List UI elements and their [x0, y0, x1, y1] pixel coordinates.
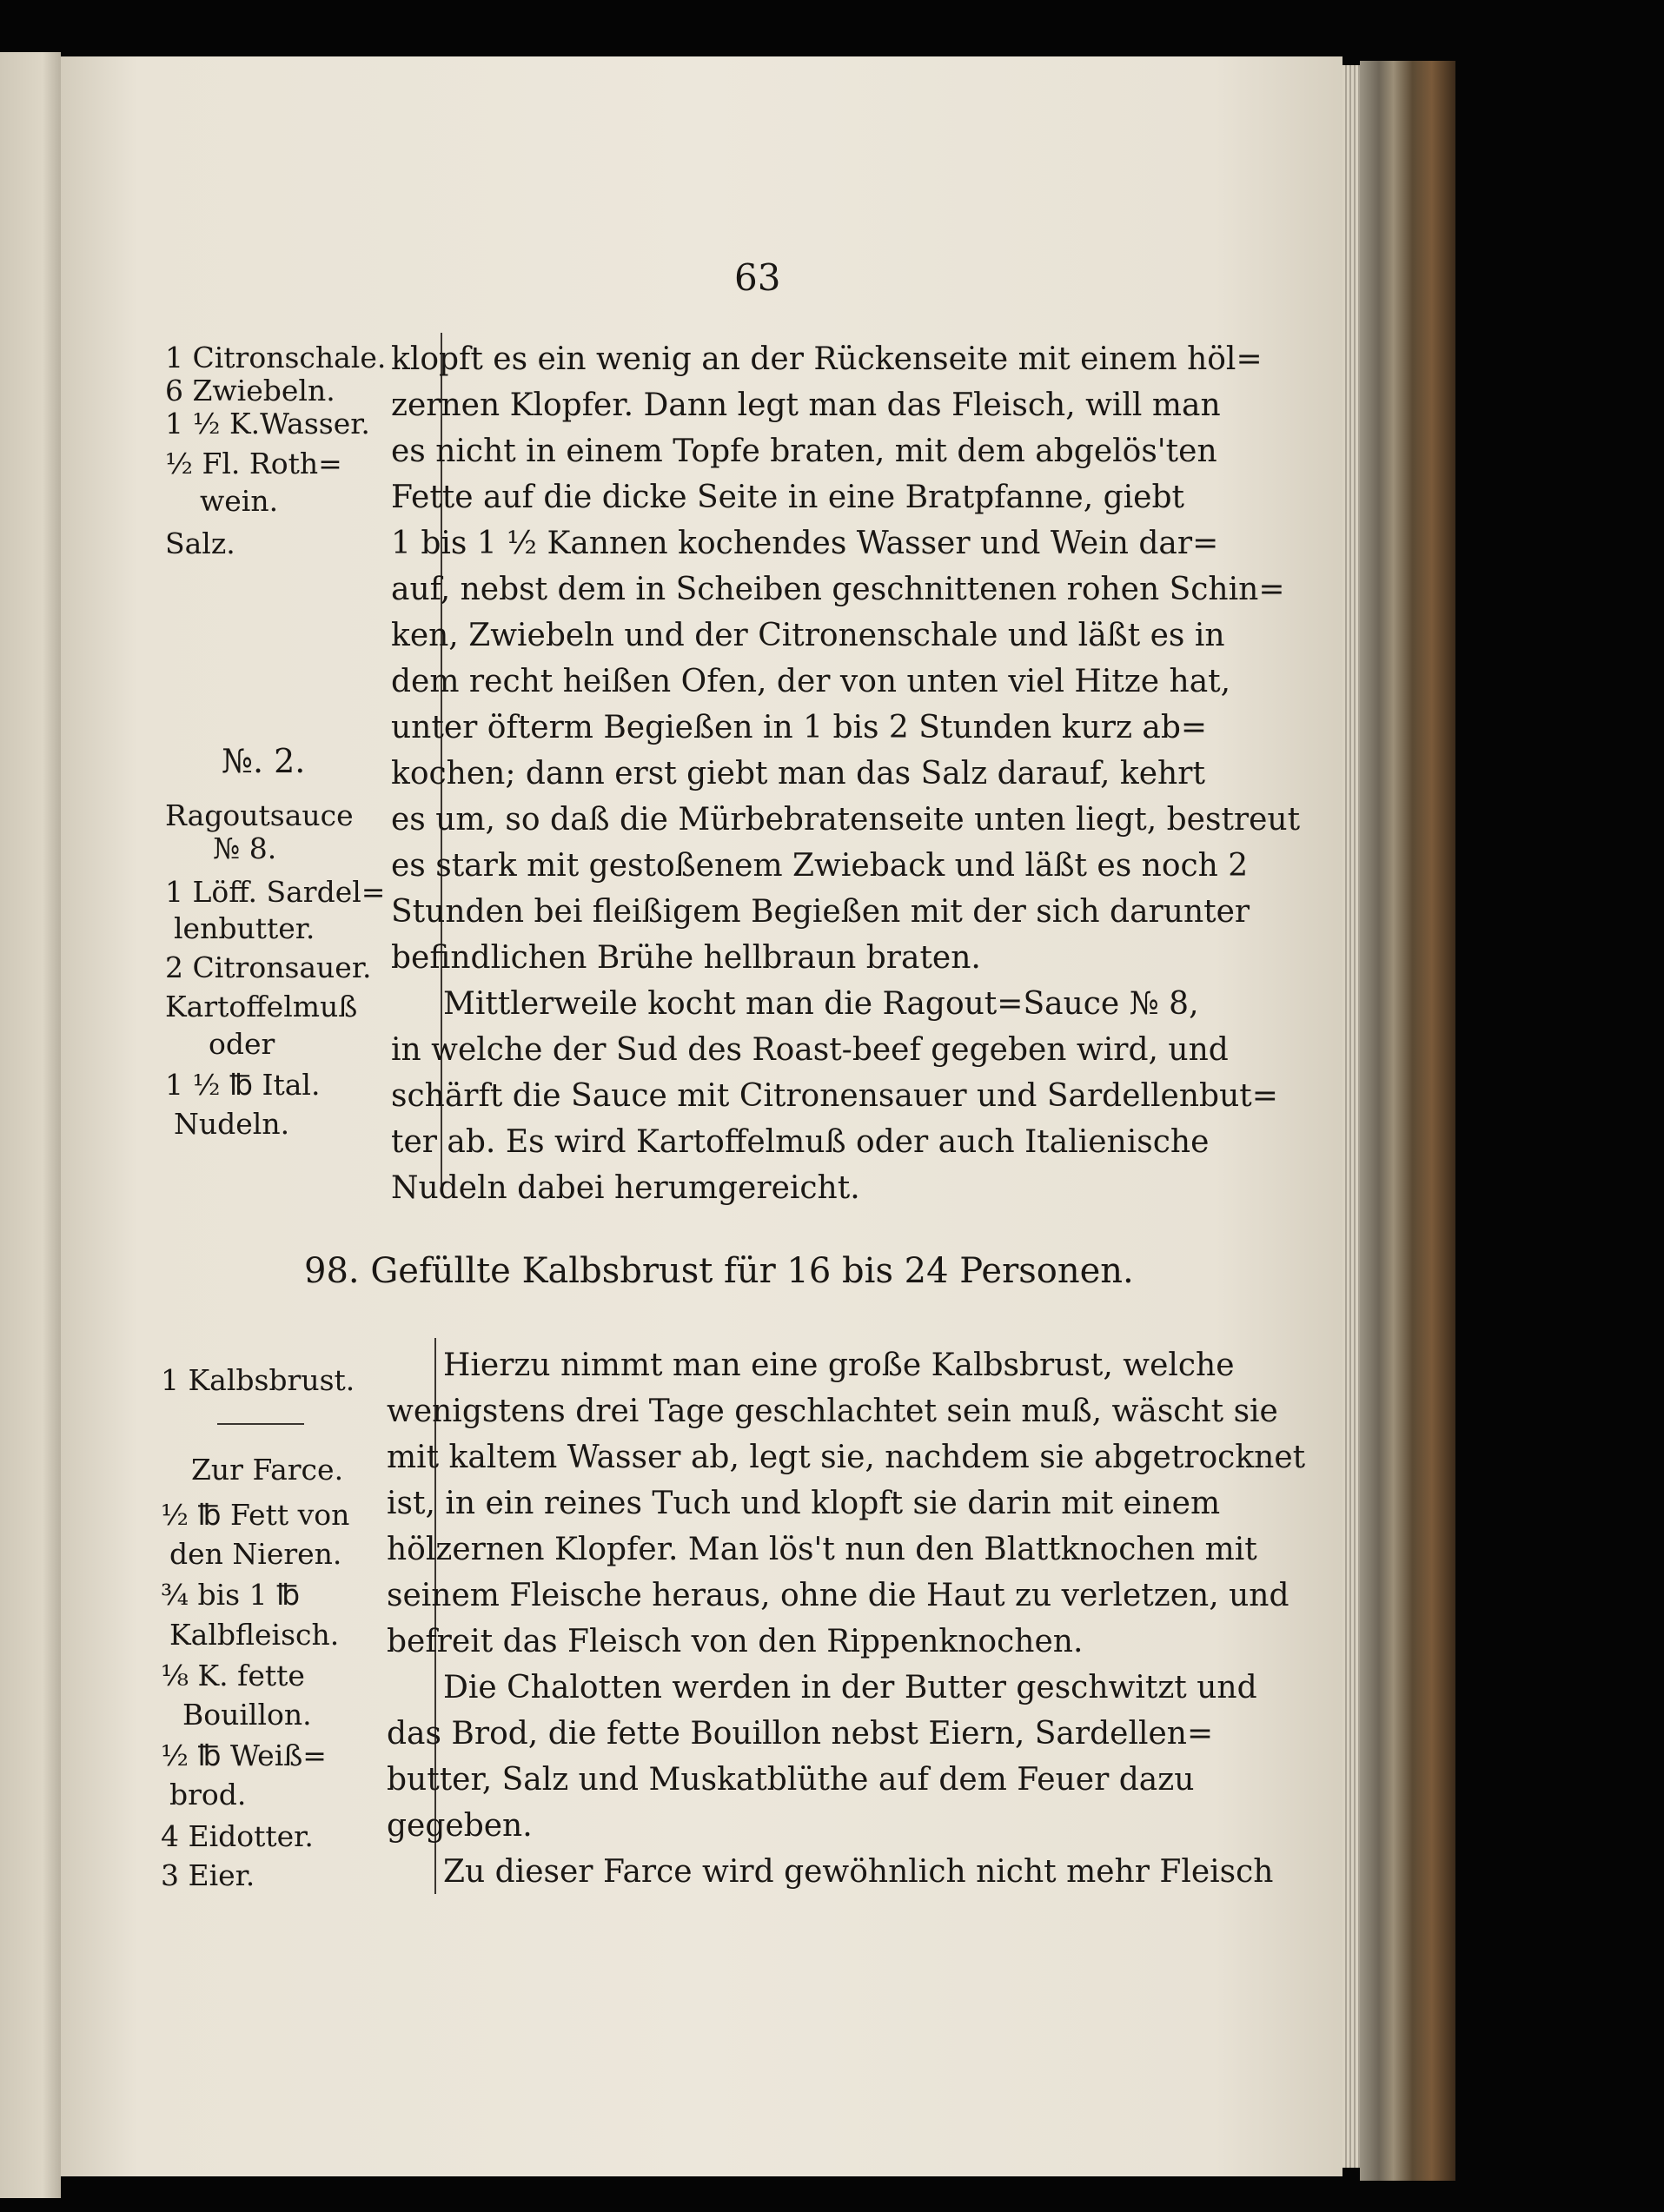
ingredient-line: lenbutter.	[174, 911, 315, 945]
text-line: Nudeln dabei herumgereicht.	[391, 1170, 860, 1206]
text-line: Mittlerweile kocht man die Ragout=Sauce № 8,	[443, 986, 1199, 1022]
ingredient-line: ½ ℔ Weiß=	[161, 1738, 327, 1772]
ingredient-line: ¾ bis 1 ℔	[161, 1578, 301, 1612]
ingredient-line: Bouillon.	[182, 1698, 312, 1732]
text-line: befreit das Fleisch von den Rippenknochen.	[387, 1624, 1084, 1659]
book-cover-edge	[1360, 61, 1455, 2181]
ingredient-line: Kartoffelmuß	[165, 990, 358, 1023]
text-line: auf, nebst dem in Scheiben geschnittenen rohen Schin=	[391, 572, 1285, 607]
text-line: dem recht heißen Ofen, der von unten viel Hitze hat,	[391, 664, 1231, 699]
text-line: kochen; dann erst giebt man das Salz darauf, kehrt	[391, 756, 1205, 791]
text-line: es stark mit gestoßenem Zwieback und läßt es noch 2	[391, 848, 1249, 884]
text-line: es nicht in einem Topfe braten, mit dem abgelös'ten	[391, 434, 1217, 469]
text-line: es um, so daß die Mürbebratenseite unten liegt, bestreut	[391, 802, 1301, 838]
ingredient-line: Salz.	[165, 527, 235, 560]
book-page	[61, 56, 1342, 2176]
text-line: ken, Zwiebeln und der Citronenschale und läßt es in	[391, 618, 1225, 653]
text-line: unter öfterm Begießen in 1 bis 2 Stunden kurz ab=	[391, 710, 1208, 745]
ingredient-line: 6 Zwiebeln.	[165, 374, 335, 407]
text-line: ter ab. Es wird Kartoffelmuß oder auch Italienische	[391, 1124, 1210, 1160]
ingredient-separator	[217, 1423, 304, 1425]
ingredient-line: wein.	[200, 484, 279, 518]
text-line: klopft es ein wenig an der Rückenseite mit einem höl=	[391, 341, 1263, 377]
text-line: ist, in ein reines Tuch und klopft sie darin mit einem	[387, 1486, 1221, 1521]
page-number: 63	[734, 256, 781, 299]
text-line: schärft die Sauce mit Citronensauer und Sardellenbut=	[391, 1078, 1278, 1114]
ingredient-line: 1 ½ ℔ Ital.	[165, 1068, 321, 1102]
ingredient-line: ½ Fl. Roth=	[165, 447, 342, 480]
text-line: seinem Fleische heraus, ohne die Haut zu verletzen, und	[387, 1578, 1289, 1613]
text-line: butter, Salz und Muskatblüthe auf dem Feuer dazu	[387, 1762, 1195, 1798]
ingredient-line: 1 Löff. Sardel=	[165, 875, 386, 909]
recipe-title: 98. Gefüllte Kalbsbrust für 16 bis 24 Personen.	[304, 1251, 1134, 1291]
text-line: befindlichen Brühe hellbraun braten.	[391, 940, 981, 976]
ingredient-line: oder	[209, 1027, 275, 1061]
ingredient-line: 3 Eier.	[161, 1858, 255, 1892]
ingredient-line: № 8.	[213, 831, 277, 865]
ingredient-subheading: Zur Farce.	[191, 1453, 344, 1487]
ingredient-line: brod.	[169, 1778, 247, 1811]
text-line: Stunden bei fleißigem Begießen mit der sich darunter	[391, 894, 1250, 930]
ingredient-line: 2 Citronsauer.	[165, 950, 372, 984]
ingredient-line: Kalbfleisch.	[169, 1618, 340, 1652]
text-line: hölzernen Klopfer. Man lös't nun den Blattknochen mit	[387, 1532, 1257, 1567]
text-line: mit kaltem Wasser ab, legt sie, nachdem sie abgetrocknet	[387, 1440, 1306, 1475]
text-line: das Brod, die fette Bouillon nebst Eiern, Sardellen=	[387, 1716, 1214, 1752]
text-line: in welche der Sud des Roast-beef gegeben wird, und	[391, 1032, 1229, 1068]
ingredient-line: Ragoutsauce	[165, 798, 354, 832]
section-number: №. 2.	[222, 742, 306, 780]
ingredient-line: den Nieren.	[169, 1537, 342, 1571]
ingredient-line: ⅛ K. fette	[161, 1659, 305, 1692]
text-line: gegeben.	[387, 1808, 533, 1844]
text-line: zernen Klopfer. Dann legt man das Fleisch, will man	[391, 387, 1221, 423]
ingredient-line: Nudeln.	[174, 1107, 290, 1141]
ingredient-line: ½ ℔ Fett von	[161, 1498, 350, 1532]
text-line: 1 bis 1 ½ Kannen kochendes Wasser und Wein dar=	[391, 526, 1219, 561]
ingredient-line: 1 Citronschale.	[165, 341, 387, 374]
text-line: Hierzu nimmt man eine große Kalbsbrust, welche	[443, 1348, 1235, 1383]
text-line: wenigstens drei Tage geschlachtet sein muß, wäscht sie	[387, 1394, 1278, 1429]
ingredient-line: 1 Kalbsbrust.	[161, 1363, 355, 1397]
ingredient-line: 1 ½ K.Wasser.	[165, 407, 370, 440]
text-line: Zu dieser Farce wird gewöhnlich nicht mehr Fleisch	[443, 1854, 1274, 1890]
text-line: Fette auf die dicke Seite in eine Bratpfanne, giebt	[391, 480, 1184, 515]
ingredient-line: 4 Eidotter.	[161, 1819, 314, 1853]
text-line: Die Chalotten werden in der Butter geschwitzt und	[443, 1670, 1257, 1705]
left-page-edge	[0, 52, 61, 2198]
